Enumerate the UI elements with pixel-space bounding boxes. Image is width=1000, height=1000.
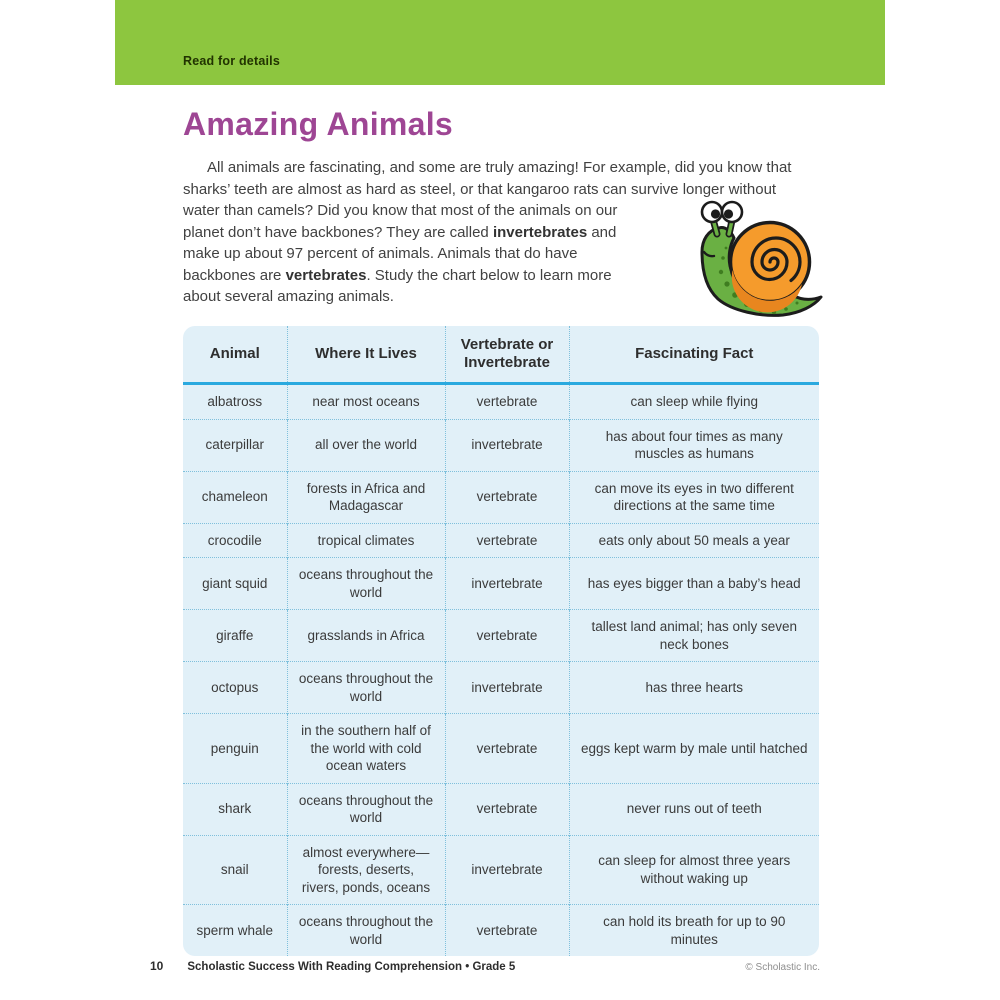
table-cell: vertebrate <box>445 610 569 662</box>
table-cell: grasslands in Africa <box>287 610 445 662</box>
table-row <box>183 558 819 610</box>
table-cell: never runs out of teeth <box>569 783 819 835</box>
snail-illustration <box>653 200 803 322</box>
table-cell: all over the world <box>287 419 445 471</box>
book-title: Scholastic Success With Reading Comprehension • Grade 5 <box>187 961 516 973</box>
table-cell: can hold its breath for up to 90 minutes <box>569 905 819 957</box>
table-cell: vertebrate <box>445 384 569 420</box>
intro-text: All animals are fascinating, and some are truly amazing! For example, did you know that sharks’ teeth are almost as hard as steel, or that kangaroo rats can survive longer <box>183 159 792 198</box>
table-cell: sperm whale <box>183 905 287 957</box>
animals-table <box>183 326 819 956</box>
table-cell: vertebrate <box>445 714 569 784</box>
table-row <box>183 714 819 784</box>
table-cell: octopus <box>183 662 287 714</box>
table-cell: vertebrate <box>445 471 569 523</box>
table-cell: tropical climates <box>287 523 445 558</box>
page-number: 10 <box>150 959 164 973</box>
table-cell: oceans throughout the world <box>287 558 445 610</box>
column-header-3: Vertebrate or Invertebrate <box>445 326 569 384</box>
table-row <box>183 835 819 905</box>
intro-text: . Study the chart below to learn more about several amazing animals. <box>183 266 612 305</box>
table-row <box>183 610 819 662</box>
table-cell: eats only about 50 meals a year <box>569 523 819 558</box>
copyright-notice: © Scholastic Inc. <box>745 962 820 973</box>
column-header-4: Fascinating Fact <box>569 326 819 384</box>
intro-text: without water than camels? Did you know that most of the animals on our planet don’t have backbones? They are called <box>183 180 777 241</box>
table-cell: invertebrate <box>445 835 569 905</box>
table-cell: caterpillar <box>183 419 287 471</box>
topic-banner <box>115 0 885 85</box>
table-cell: oceans throughout the world <box>287 783 445 835</box>
table-row <box>183 471 819 523</box>
intro-bold-term: invertebrates <box>492 223 588 241</box>
table-cell: tallest land animal; has only seven neck bones <box>569 610 819 662</box>
table-row <box>183 662 819 714</box>
table-cell: albatross <box>207 394 263 409</box>
table-cell: penguin <box>183 714 287 784</box>
table-cell: vertebrate <box>445 905 569 957</box>
table-cell: giraffe <box>183 610 287 662</box>
table-cell: invertebrate <box>445 419 569 471</box>
table-cell: oceans throughout the world <box>287 905 445 957</box>
table-cell: almost everywhere—forests, deserts, rivers, ponds, oceans <box>287 835 445 905</box>
table-cell: chameleon <box>183 471 287 523</box>
intro-paragraph <box>183 157 803 308</box>
table-cell: crocodile <box>183 523 287 558</box>
table-cell: invertebrate <box>445 558 569 610</box>
table-cell: giant squid <box>183 558 287 610</box>
column-header-2: Where It Lives <box>287 326 445 384</box>
table-body <box>183 384 819 957</box>
table-cell: has three hearts <box>569 662 819 714</box>
table-cell: invertebrate <box>445 662 569 714</box>
column-header-1: Animal <box>183 326 287 384</box>
table-cell: vertebrate <box>445 523 569 558</box>
table-cell: has eyes bigger than a baby’s head <box>569 558 819 610</box>
table-row <box>183 905 819 957</box>
table-cell: near most oceans <box>287 384 445 420</box>
table-cell: can sleep for almost three years without waking up <box>569 835 819 905</box>
page-title: Amazing Animals <box>183 106 454 142</box>
page-content <box>183 106 819 956</box>
table-cell: vertebrate <box>445 783 569 835</box>
table-cell: shark <box>183 783 287 835</box>
page-footer <box>150 959 820 973</box>
table-cell: eggs kept warm by male until hatched <box>569 714 819 784</box>
table-cell: in the southern half of the world with cold ocean waters <box>287 714 445 784</box>
table-row <box>183 523 819 558</box>
table-header-row <box>183 326 819 384</box>
table-row <box>183 384 819 420</box>
intro-bold-term: vertebrates <box>285 266 367 284</box>
table-cell: can move its eyes in two different directions at the same time <box>569 471 819 523</box>
table-cell: can sleep while flying <box>569 384 819 420</box>
intro-text: and make up about 97 percent of animals. Animals that do have backbones are <box>183 223 617 284</box>
table-row <box>183 419 819 471</box>
table-cell: forests in Africa and Madagascar <box>287 471 445 523</box>
banner-label: Read for details <box>183 54 280 68</box>
table-cell: has about four times as many muscles as humans <box>569 419 819 471</box>
table-cell: snail <box>183 835 287 905</box>
table-cell: oceans throughout the world <box>287 662 445 714</box>
table-row <box>183 783 819 835</box>
